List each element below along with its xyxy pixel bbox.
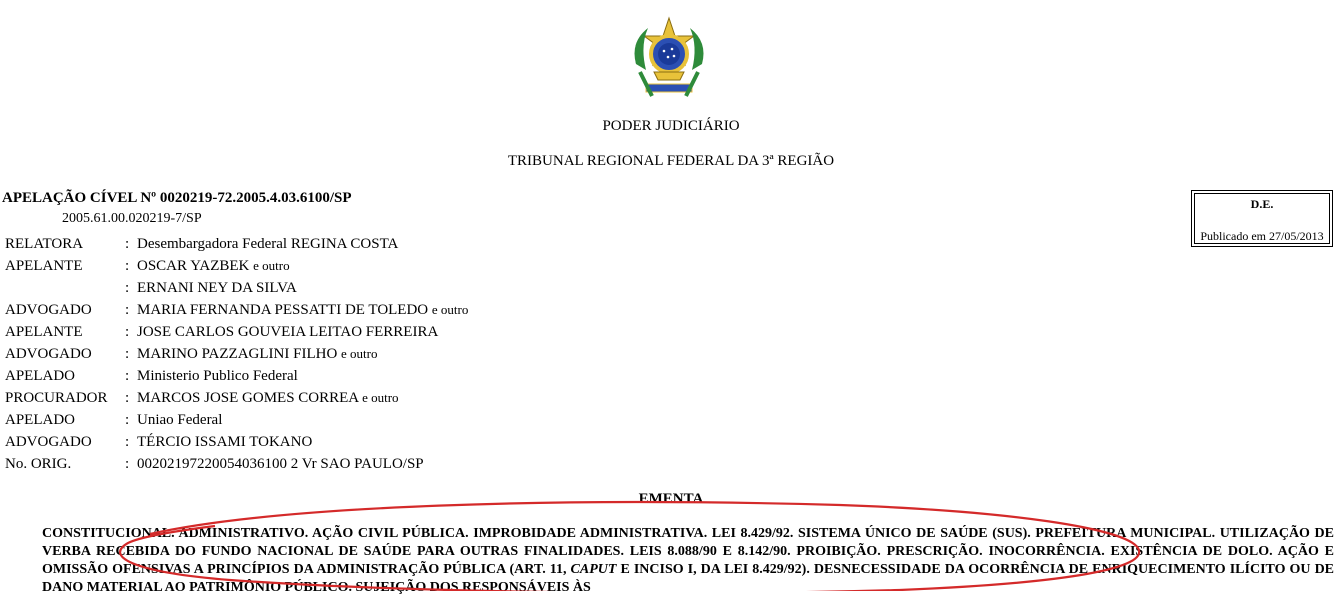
party-suffix: e outro: [341, 346, 378, 361]
court-name-heading: TRIBUNAL REGIONAL FEDERAL DA 3ª REGIÃO: [507, 153, 835, 169]
party-role: PROCURADOR: [5, 390, 108, 406]
party-name: Ministerio Publico Federal: [137, 368, 298, 384]
party-colon: :: [125, 280, 130, 296]
party-colon: :: [125, 258, 130, 274]
party-name: Desembargadora Federal REGINA COSTA: [137, 236, 399, 252]
party-role: ADVOGADO: [5, 302, 92, 318]
case-sub-number: 2005.61.00.020219-7/SP: [62, 211, 202, 226]
party-suffix: e outro: [253, 258, 290, 273]
party-role: No. ORIG.: [5, 456, 72, 472]
party-colon: :: [125, 412, 130, 428]
party-name: TÉRCIO ISSAMI TOKANO: [137, 434, 313, 450]
party-role: APELADO: [5, 412, 75, 428]
party-suffix: e outro: [362, 390, 399, 405]
party-role: ADVOGADO: [5, 434, 92, 450]
publication-box: [1191, 190, 1333, 247]
party-colon: :: [125, 324, 130, 340]
party-colon: :: [125, 456, 130, 472]
publication-box-title: D.E.: [1250, 197, 1274, 211]
party-name: Uniao Federal: [137, 412, 223, 428]
caput-text: CAPUT: [570, 562, 617, 577]
case-number: APELAÇÃO CÍVEL Nº 0020219-72.2005.4.03.6100/SP: [2, 190, 352, 206]
party-name: ERNANI NEY DA SILVA: [137, 280, 297, 296]
publication-date: Publicado em 27/05/2013: [1200, 229, 1324, 243]
party-name: MARIA FERNANDA PESSATTI DE TOLEDO e outro: [137, 302, 469, 318]
party-colon: :: [125, 368, 130, 384]
party-colon: :: [125, 346, 130, 362]
party-name: MARINO PAZZAGLINI FILHO e outro: [137, 346, 378, 362]
party-name: OSCAR YAZBEK e outro: [137, 258, 290, 274]
court-power-heading: PODER JUDICIÁRIO: [602, 118, 740, 134]
party-colon: :: [125, 390, 130, 406]
party-role: APELADO: [5, 368, 75, 384]
party-name: 00202197220054036100 2 Vr SAO PAULO/SP: [137, 456, 424, 472]
ementa-heading: EMENTA: [638, 491, 704, 507]
party-name: JOSE CARLOS GOUVEIA LEITAO FERREIRA: [137, 324, 439, 340]
brazil-coat-of-arms-icon: [626, 16, 712, 102]
ementa-body: CONSTITUCIONAL. ADMINISTRATIVO. AÇÃO CIVIL PÚBLICA. IMPROBIDADE ADMINISTRATIVA. LEI 8.429/92. SISTEMA ÚNICO DE SAÚDE (SUS). PREFEITURA MUNICIPAL. UTILIZAÇÃO DE VERBA RECEBIDA DO FUNDO NACIONAL DE SAÚDE PARA OUTRAS FINALIDADES. LEIS 8.088/90 E 8.142/90. PROIBIÇÃO. PRESCRIÇÃO. INOCORRÊNCIA. EXISTÊNCIA DE DOLO. AÇÃO E OMISSÃO OFENSIVAS A PRINCÍPIOS DA ADMINISTRAÇÃO PÚBLICA (ART. 11, CAPUT E INCISO I, DA LEI 8.429/92). DESNECESSIDADE DA OCORRÊNCIA DE ENRIQUECIMENTO ILÍCITO OU DE DANO MATERIAL AO PATRIMÔNIO PÚBLICO. SUJEIÇÃO DOS RESPONSÁVEIS ÀS: [42, 526, 1335, 595]
party-role: ADVOGADO: [5, 346, 92, 362]
party-colon: :: [125, 236, 130, 252]
party-name: MARCOS JOSE GOMES CORREA e outro: [137, 390, 399, 406]
party-colon: :: [125, 302, 130, 318]
party-suffix: e outro: [431, 302, 469, 317]
party-role: RELATORA: [5, 236, 84, 252]
party-role: APELANTE: [5, 324, 83, 340]
party-colon: :: [125, 434, 130, 450]
party-role: APELANTE: [5, 258, 83, 274]
